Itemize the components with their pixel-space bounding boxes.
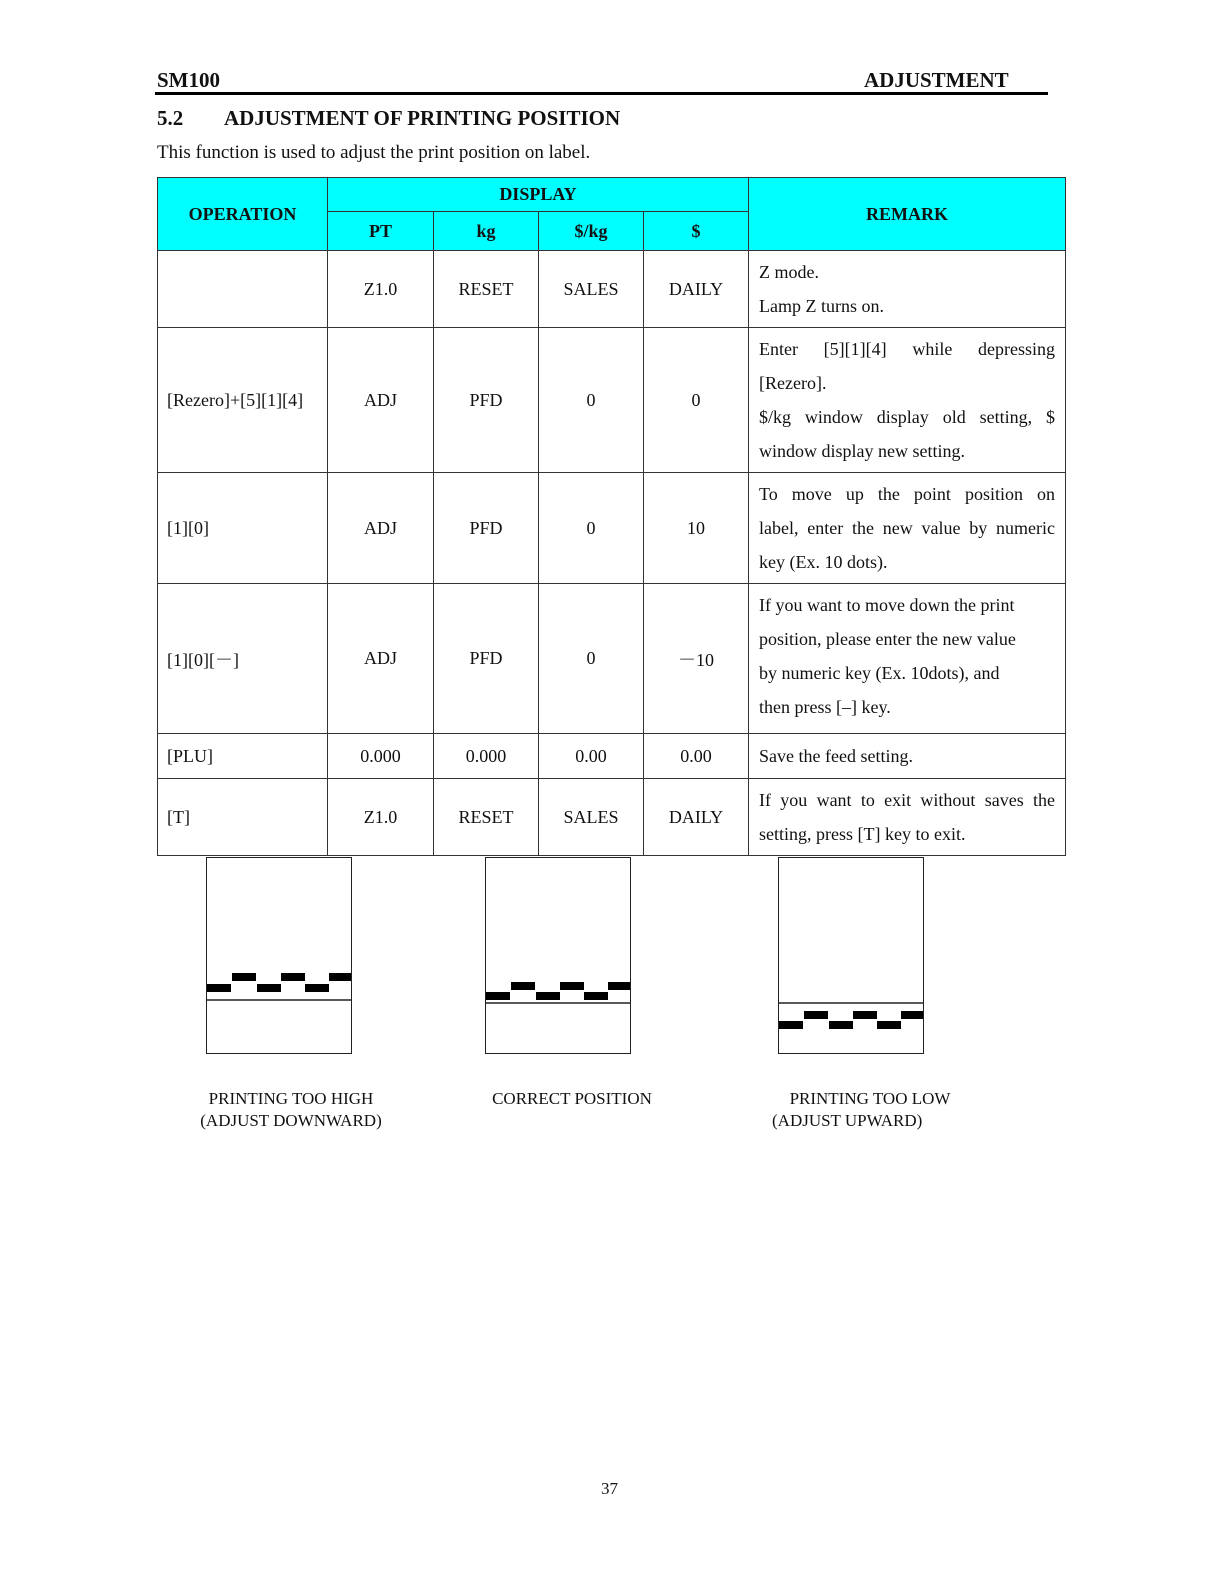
remark-line: $/kg window display old setting, $ xyxy=(759,407,1055,427)
header-pt: PT xyxy=(328,212,434,251)
header-remark: REMARK xyxy=(749,178,1066,251)
table-row xyxy=(158,473,1066,584)
cell-remark xyxy=(749,328,1066,473)
cell-operation: [Rezero]+[5][1][4] xyxy=(158,328,328,473)
remark-line: Save the feed setting. xyxy=(759,746,913,766)
cell-operation: [1][0][－] xyxy=(158,584,328,734)
cell-per-kg: 0 xyxy=(539,584,644,734)
cell-operation: [PLU] xyxy=(158,734,328,779)
cell-price: 0 xyxy=(644,328,749,473)
label-diagram-correct xyxy=(485,857,631,1054)
remark-line: label, enter the new value by numeric xyxy=(759,518,1055,538)
cell-price: DAILY xyxy=(644,779,749,856)
page-number: 37 xyxy=(601,1479,618,1498)
remark-line: Enter [5][1][4] while depressing xyxy=(759,339,1055,359)
cell-kg: RESET xyxy=(434,251,539,328)
cell-per-kg: 0 xyxy=(539,328,644,473)
cell-price: DAILY xyxy=(644,251,749,328)
cell-pt: ADJ xyxy=(328,473,434,584)
cell-operation: [1][0] xyxy=(158,473,328,584)
cell-pt: 0.000 xyxy=(328,734,434,779)
label-illustration xyxy=(207,858,351,1053)
label-diagram-too-low xyxy=(778,857,924,1054)
section-title: ADJUSTMENT OF PRINTING POSITION xyxy=(224,106,621,130)
caption-line: CORRECT POSITION xyxy=(492,1089,652,1108)
remark-line: by numeric key (Ex. 10dots), and xyxy=(759,663,1000,683)
cell-kg: PFD xyxy=(434,473,539,584)
remark-line: then press [–] key. xyxy=(759,697,891,717)
header-kg: kg xyxy=(434,212,539,251)
table-row xyxy=(158,584,1066,734)
table-row xyxy=(158,734,1066,779)
cell-kg: 0.000 xyxy=(434,734,539,779)
remark-line: To move up the point position on xyxy=(759,484,1055,504)
adjustment-table xyxy=(157,177,1066,856)
cell-per-kg: 0 xyxy=(539,473,644,584)
cell-operation xyxy=(158,251,328,328)
caption-correct xyxy=(470,1088,674,1110)
caption-too-high xyxy=(180,1088,402,1132)
header-per-kg: $/kg xyxy=(539,212,644,251)
cell-remark xyxy=(749,734,1066,779)
label-diagram-too-high xyxy=(206,857,352,1054)
cell-remark xyxy=(749,584,1066,734)
cell-kg: RESET xyxy=(434,779,539,856)
header-display: DISPLAY xyxy=(328,178,749,212)
cell-kg: PFD xyxy=(434,328,539,473)
cell-kg: PFD xyxy=(434,584,539,734)
remark-line: window display new setting. xyxy=(759,441,965,461)
caption-line: PRINTING TOO LOW xyxy=(789,1089,951,1108)
cell-remark xyxy=(749,251,1066,328)
remark-line: If you want to move down the print xyxy=(759,595,1015,615)
cell-pt: ADJ xyxy=(328,328,434,473)
cell-pt: ADJ xyxy=(328,584,434,734)
header-rule xyxy=(155,92,1048,95)
cell-remark xyxy=(749,473,1066,584)
remark-line: position, please enter the new value xyxy=(759,629,1016,649)
remark-line: Lamp Z turns on. xyxy=(759,296,884,316)
section-number: 5.2 xyxy=(157,106,184,130)
table-row xyxy=(158,779,1066,856)
intro-text: This function is used to adjust the print position on label. xyxy=(157,142,591,163)
cell-operation: [T] xyxy=(158,779,328,856)
caption-line: (ADJUST DOWNWARD) xyxy=(200,1111,382,1130)
header-right: ADJUSTMENT xyxy=(864,68,1009,92)
cell-pt: Z1.0 xyxy=(328,779,434,856)
cell-price: 0.00 xyxy=(644,734,749,779)
remark-line: If you want to exit without saves the xyxy=(759,790,1055,810)
cell-price: 10 xyxy=(644,473,749,584)
caption-line: (ADJUST UPWARD) xyxy=(772,1111,923,1130)
header-price: $ xyxy=(644,212,749,251)
caption-too-low xyxy=(765,1088,975,1132)
cell-per-kg: SALES xyxy=(539,251,644,328)
label-illustration xyxy=(486,858,630,1053)
cell-pt: Z1.0 xyxy=(328,251,434,328)
remark-line: key (Ex. 10 dots). xyxy=(759,552,888,572)
cell-remark xyxy=(749,779,1066,856)
remark-line: setting, press [T] key to exit. xyxy=(759,824,966,844)
caption-line: PRINTING TOO HIGH xyxy=(208,1089,374,1108)
table-row xyxy=(158,328,1066,473)
cell-per-kg: 0.00 xyxy=(539,734,644,779)
table-row xyxy=(158,251,1066,328)
label-illustration xyxy=(779,858,923,1053)
cell-price: －10 xyxy=(644,584,749,734)
header-left: SM100 xyxy=(157,68,220,92)
header-operation: OPERATION xyxy=(158,178,328,251)
cell-per-kg: SALES xyxy=(539,779,644,856)
remark-line: [Rezero]. xyxy=(759,373,827,393)
remark-line: Z mode. xyxy=(759,262,819,282)
